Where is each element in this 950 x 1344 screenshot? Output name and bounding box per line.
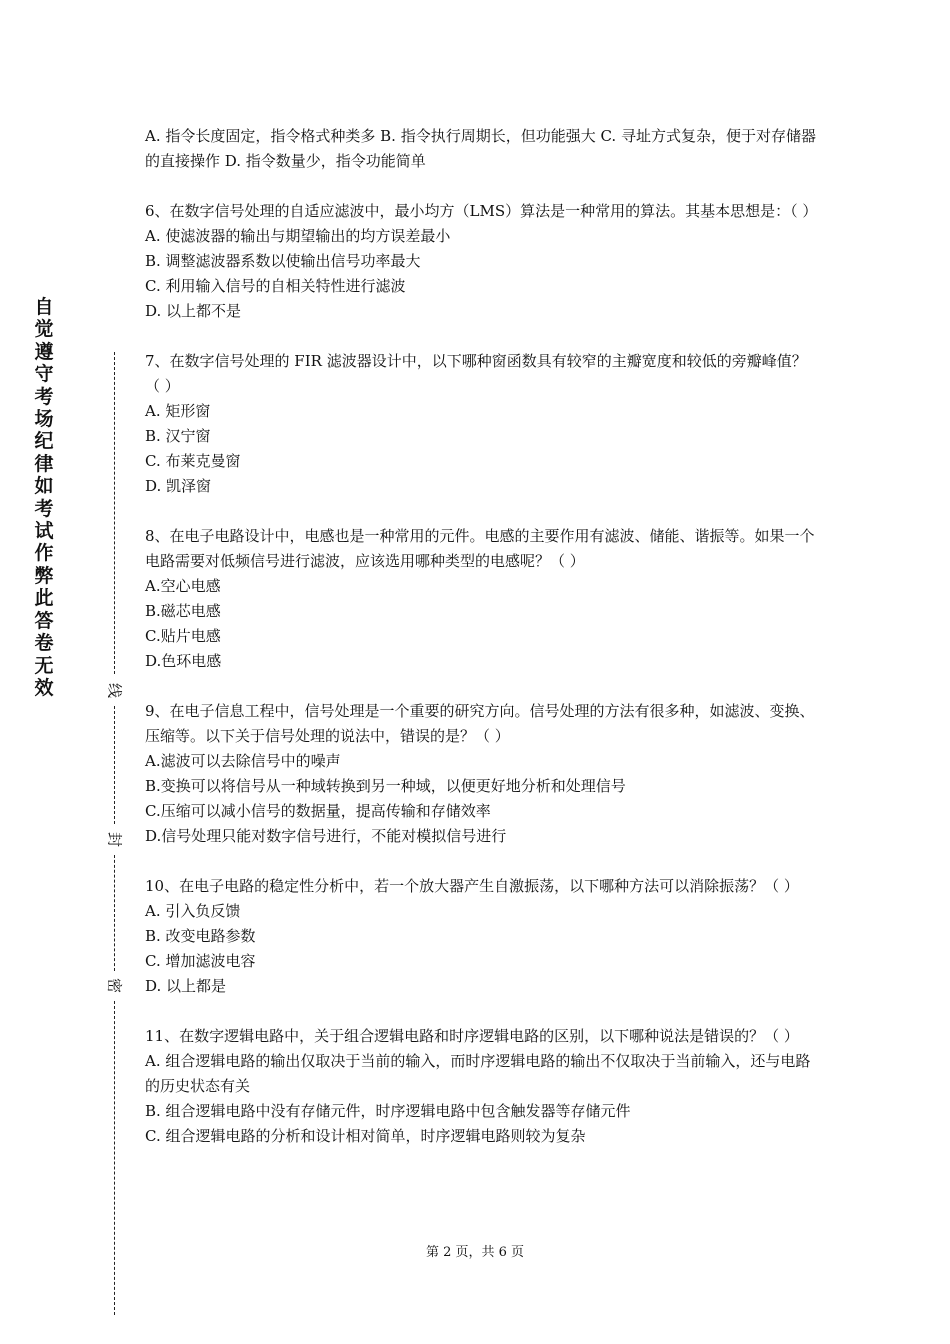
question-stem: 10、在电子电路的稳定性分析中，若一个放大器产生自激振荡，以下哪种方法可以消除振荡？（ ）	[145, 877, 799, 895]
option-a: A. 引入负反馈	[145, 902, 241, 920]
option-a: A. 矩形窗	[145, 402, 211, 420]
question-content	[145, 124, 820, 1174]
binding-mark-secret: 密	[105, 977, 124, 993]
option-b: B.磁芯电感	[145, 602, 221, 620]
question-stem: 6、在数字信号处理的自适应滤波中，最小均方（LMS）算法是一种常用的算法。其基本思想是：（ ）	[145, 202, 818, 220]
option-c: C. 组合逻辑电路的分析和设计相对简单，时序逻辑电路则较为复杂	[145, 1127, 586, 1145]
question-stem: 7、在数字信号处理的 FIR 滤波器设计中，以下哪种窗函数具有较窄的主瓣宽度和较低的旁瓣峰值？（ ）	[145, 352, 807, 395]
question-8	[145, 524, 820, 674]
option-b: B. 汉宁窗	[145, 427, 211, 445]
option-c: C. 增加滤波电容	[145, 952, 256, 970]
option-b: B.变换可以将信号从一种域转换到另一种域，以便更好地分析和处理信号	[145, 777, 626, 795]
binding-dashed-line-middle	[114, 706, 115, 824]
question-stem: 9、在电子信息工程中，信号处理是一个重要的研究方向。信号处理的方法有很多种，如滤波、变换、压缩等。以下关于信号处理的说法中，错误的是？（ ）	[145, 702, 815, 745]
question-7	[145, 349, 820, 499]
option-c: C. 利用输入信号的自相关特性进行滤波	[145, 277, 406, 295]
binding-dashed-line-lower	[114, 855, 115, 971]
question-11	[145, 1024, 820, 1149]
option-a: A. 使滤波器的输出与期望输出的均方误差最小	[145, 227, 451, 245]
option-d: D. 以上都是	[145, 977, 227, 995]
question-stem: 11、在数字逻辑电路中，关于组合逻辑电路和时序逻辑电路的区别，以下哪种说法是错误的？（ ）	[145, 1027, 799, 1045]
option-b: B. 组合逻辑电路中没有存储元件，时序逻辑电路中包含触发器等存储元件	[145, 1102, 631, 1120]
question-stem: 8、在电子电路设计中，电感也是一种常用的元件。电感的主要作用有滤波、储能、谐振等。如果一个电路需要对低频信号进行滤波，应该选用哪种类型的电感呢？（ ）	[145, 527, 815, 570]
question-10	[145, 874, 820, 999]
question-6	[145, 199, 820, 324]
option-c: C.压缩可以减小信号的数据量，提高传输和存储效率	[145, 802, 491, 820]
option-d: D. 以上都不是	[145, 302, 242, 320]
page-number-footer: 第 2 页，共 6 页	[425, 1245, 525, 1260]
option-a: A. 组合逻辑电路的输出仅取决于当前的输入，而时序逻辑电路的输出不仅取决于当前输入，还与电路的历史状态有关	[145, 1052, 811, 1095]
binding-mark-line: 线	[105, 682, 124, 698]
option-b: B. 改变电路参数	[145, 927, 256, 945]
option-d: D.信号处理只能对数字信号进行，不能对模拟信号进行	[145, 827, 507, 845]
option-a: A.空心电感	[145, 577, 221, 595]
question-9	[145, 699, 820, 849]
option-d: D. 凯泽窗	[145, 477, 212, 495]
previous-question-options	[145, 124, 820, 174]
option-b: B. 调整滤波器系数以使输出信号功率最大	[145, 252, 421, 270]
binding-mark-seal: 封	[105, 831, 124, 847]
option-a: A.滤波可以去除信号中的噪声	[145, 752, 341, 770]
option-d: D.色环电感	[145, 652, 222, 670]
option-c: C. 布莱克曼窗	[145, 452, 241, 470]
exam-discipline-notice: 自觉遵守考场纪律如考试作弊此答卷无效	[34, 296, 54, 699]
binding-dashed-line-top	[114, 352, 115, 674]
previous-question-options-text: A. 指令长度固定，指令格式种类多 B. 指令执行周期长，但功能强大 C. 寻址方式复杂，便于对存储器的直接操作 D. 指令数量少，指令功能简单	[145, 127, 816, 170]
option-c: C.贴片电感	[145, 627, 221, 645]
binding-dashed-line-bottom	[114, 1001, 115, 1315]
